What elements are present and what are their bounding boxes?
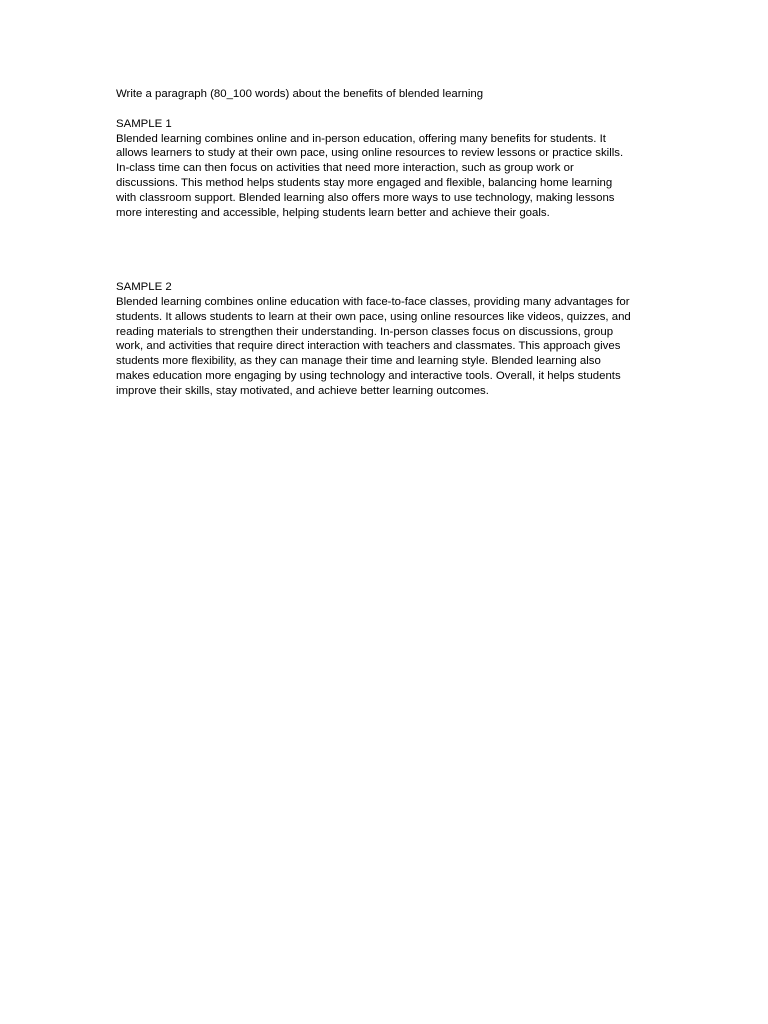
prompt-text: Write a paragraph (80_100 words) about the benefits of blended learning [116, 88, 484, 100]
sample-1-line: discussions. This method helps students stay more engaged and flexible, balancing home learning [116, 177, 613, 190]
sample-2-line: improve their skills, stay motivated, and achieve better learning outcomes. [116, 384, 489, 397]
sample-2-line: work, and activities that require direct interaction with teachers and classmates. This approach gives [116, 340, 621, 353]
sample-1-line: Blended learning combines online and in-person education, offering many benefits for students. It [116, 132, 606, 145]
spacer [116, 102, 656, 117]
sample-2-line: students more flexibility, as they can manage their time and learning style. Blended learning also [116, 355, 601, 368]
sample-1-line: In-class time can then focus on activities that need more interaction, such as group work or [116, 162, 574, 175]
sample-2-section [116, 280, 656, 399]
sample-2-line: reading materials to strengthen their understanding. In-person classes focus on discussions, group [116, 325, 614, 338]
sample-2-line: students. It allows students to learn at their own pace, using online resources like videos, quizzes, and [116, 310, 631, 323]
sample-2-line: makes education more engaging by using technology and interactive tools. Overall, it helps students [116, 370, 621, 383]
sample-1-line: allows learners to study at their own pace, using online resources to review lessons or practice skills. [116, 147, 624, 160]
sample-2-line: Blended learning combines online education with face-to-face classes, providing many advantages for [116, 295, 630, 308]
document-body [116, 87, 656, 399]
sample-1-section [116, 117, 656, 221]
spacer [116, 221, 656, 280]
sample-1-line: more interesting and accessible, helping students learn better and achieve their goals. [116, 206, 550, 219]
sample-1-line: with classroom support. Blended learning also offers more ways to use technology, making lessons [116, 191, 615, 204]
sample-1-heading: SAMPLE 1 [116, 117, 172, 130]
sample-2-heading: SAMPLE 2 [116, 280, 172, 293]
